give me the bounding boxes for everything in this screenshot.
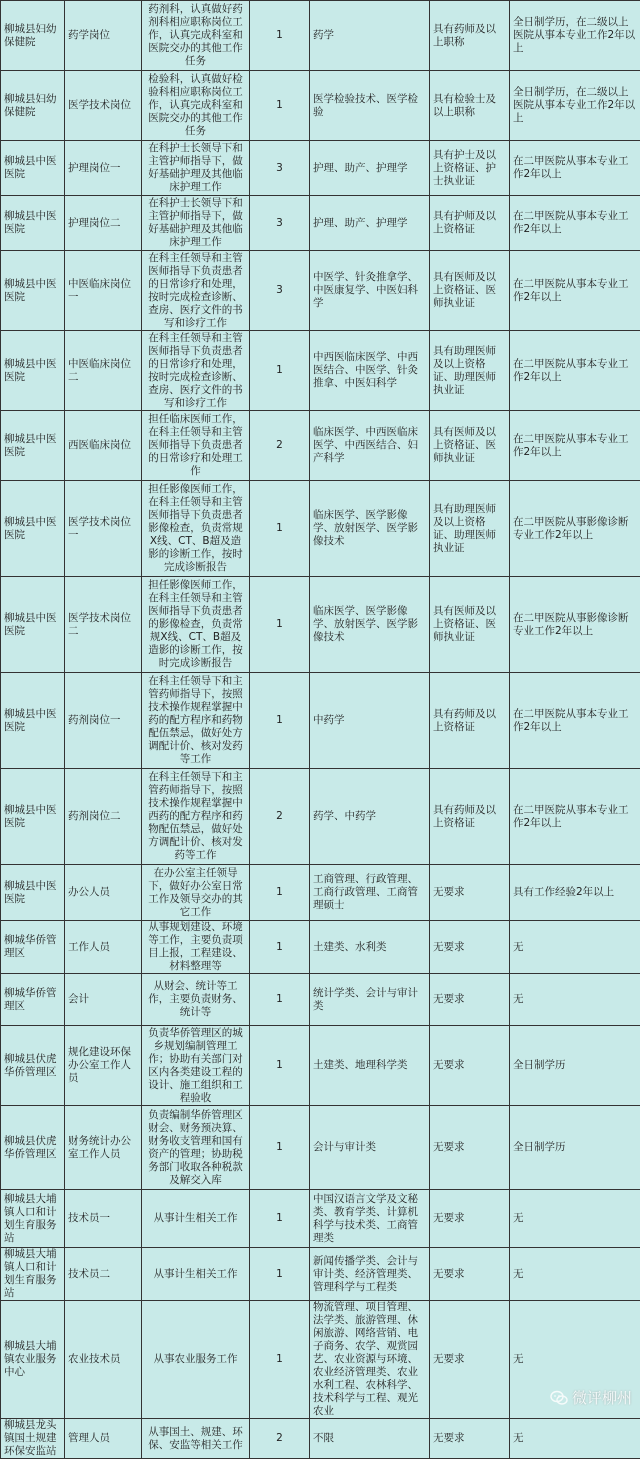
cell-other: 全日制学历: [510, 1026, 640, 1106]
cell-other: 在二甲医院从事本专业工作2年以上: [510, 141, 640, 196]
cell-major: 中国汉语言文学及文秘类、教育学类、计算机科学与技术类、工商管理类: [310, 1190, 430, 1248]
cell-major: 中西医临床医学、中西医结合、中医学、针灸推拿、中医妇科学: [310, 331, 430, 411]
table-row: [1, 1106, 640, 1190]
cell-major: 工商管理、行政管理、工商行政管理、工商管理硕士: [310, 865, 430, 921]
cell-duty: 负责编制华侨管理区财会、财务预决算、财务收支管理和国有资产的管理；协助税务部门收取各种税款及解交入库: [142, 1106, 250, 1190]
cell-other: 全日制学历，在二级以上医院从事本专业工作2年以上: [510, 71, 640, 141]
cell-qual: 无要求: [430, 1106, 510, 1190]
cell-duty: 负责华侨管理区的城乡规划编制管理工作；协助有关部门对区内各类建设工程的设计、施工组织和工程验收: [142, 1026, 250, 1106]
cell-unit: 柳城县伏虎华侨管理区: [1, 1026, 65, 1106]
cell-unit: 柳城县中医医院: [1, 331, 65, 411]
cell-qual: 具有护士及以上资格证、护士执业证: [430, 141, 510, 196]
watermark-text: 微评柳州: [572, 1387, 632, 1408]
cell-duty: 在科主任领导下和主管药师指导下，按照技术操作规程掌握中西药的配方程序和药物配伍禁忌，做好处方调配计价、核对发药等工作: [142, 769, 250, 865]
cell-unit: 柳城县大埔镇农业服务中心: [1, 1301, 65, 1419]
table-row: [1, 71, 640, 141]
cell-other: 在二甲医院从事本专业工作2年以上: [510, 196, 640, 251]
cell-qual: 具有医师及以上资格证、医师执业证: [430, 411, 510, 481]
table-row: [1, 1248, 640, 1301]
cell-qual: 无要求: [430, 865, 510, 921]
cell-num: 1: [250, 1106, 310, 1190]
cell-duty: 在科主任领导下和主管药师指导下，按照技术操作规程掌握中药的配方程序和药物配伍禁忌，做好处方调配计价、核对发药等工作: [142, 673, 250, 769]
cell-qual: 无要求: [430, 921, 510, 974]
cell-post: 医学技术岗位一: [65, 481, 142, 577]
cell-num: 2: [250, 769, 310, 865]
watermark: [550, 1387, 632, 1408]
cell-major: 土建类、水利类: [310, 921, 430, 974]
cell-duty: 从事计生相关工作: [142, 1248, 250, 1301]
cell-other: 无: [510, 1190, 640, 1248]
cell-other: 具有工作经验2年以上: [510, 865, 640, 921]
cell-num: 1: [250, 673, 310, 769]
table-row: [1, 1190, 640, 1248]
cell-unit: 柳城县中医医院: [1, 673, 65, 769]
cell-duty: 在科主任领导和主管医师指导下负责患者的日常诊疗和处理，按时完成检查诊断、查房、医疗文件的书写和诊疗工作: [142, 251, 250, 331]
cell-duty: 担任影像医师工作，在科主任领导和主管医师指导下负责患者的影像检查，负责常规X线、CT、B超及造影的诊断工作，按时完成诊断报告: [142, 577, 250, 673]
cell-other: 在二甲医院从事本专业工作2年以上: [510, 331, 640, 411]
cell-unit: 柳城县伏虎华侨管理区: [1, 1106, 65, 1190]
table-row: [1, 673, 640, 769]
cell-duty: 从事国土、规建、环保、安监等相关工作: [142, 1419, 250, 1459]
cell-num: 1: [250, 1026, 310, 1106]
cell-major: 中医学、针灸推拿学、中医康复学、中医妇科学: [310, 251, 430, 331]
cell-num: 1: [250, 865, 310, 921]
cell-duty: 担任临床医师工作，在科主任领导和主管医师指导下负责患者的日常诊疗和处理工作: [142, 411, 250, 481]
cell-qual: 具有医师及以上资格证、医师执业证: [430, 577, 510, 673]
cell-unit: 柳城县中医医院: [1, 865, 65, 921]
cell-major: 不限: [310, 1419, 430, 1459]
table-row: [1, 1419, 640, 1459]
cell-num: 2: [250, 411, 310, 481]
cell-other: 在二甲医院从事本专业工作2年以上: [510, 673, 640, 769]
cell-post: 西医临床岗位: [65, 411, 142, 481]
cell-unit: 柳城县妇幼保健院: [1, 1, 65, 71]
table-row: [1, 974, 640, 1026]
table-row: [1, 577, 640, 673]
table-row: [1, 196, 640, 251]
cell-major: 护理、助产、护理学: [310, 141, 430, 196]
cell-other: 在二甲医院从事影像诊断专业工作2年以上: [510, 577, 640, 673]
cell-other: 在二甲医院从事本专业工作2年以上: [510, 251, 640, 331]
cell-num: 1: [250, 1301, 310, 1419]
cell-other: 无: [510, 1301, 640, 1419]
wechat-icon: [550, 1390, 568, 1406]
table-row: [1, 411, 640, 481]
cell-qual: 无要求: [430, 1301, 510, 1419]
cell-num: 3: [250, 251, 310, 331]
cell-post: 中医临床岗位二: [65, 331, 142, 411]
table-row: [1, 141, 640, 196]
cell-unit: 柳城华侨管理区: [1, 974, 65, 1026]
cell-other: 无: [510, 1419, 640, 1459]
cell-unit: 柳城县大埔镇人口和计划生育服务站: [1, 1248, 65, 1301]
cell-num: 3: [250, 141, 310, 196]
cell-qual: 无要求: [430, 974, 510, 1026]
cell-post: 会计: [65, 974, 142, 1026]
cell-major: 护理、助产、护理学: [310, 196, 430, 251]
cell-other: 在二甲医院从事本专业工作2年以上: [510, 411, 640, 481]
cell-qual: 无要求: [430, 1248, 510, 1301]
cell-post: 中医临床岗位一: [65, 251, 142, 331]
cell-unit: 柳城县中医医院: [1, 481, 65, 577]
cell-major: 中药学: [310, 673, 430, 769]
cell-post: 农业技术员: [65, 1301, 142, 1419]
cell-post: 管理人员: [65, 1419, 142, 1459]
cell-major: 临床医学、中西医临床医学、中西医结合、妇产科学: [310, 411, 430, 481]
cell-other: 在二甲医院从事本专业工作2年以上: [510, 769, 640, 865]
cell-unit: 柳城县妇幼保健院: [1, 71, 65, 141]
cell-qual: 具有药师及以上资格证: [430, 673, 510, 769]
cell-qual: 具有药师及以上资格证: [430, 769, 510, 865]
cell-unit: 柳城县中医医院: [1, 769, 65, 865]
cell-num: 1: [250, 331, 310, 411]
cell-unit: 柳城县中医医院: [1, 577, 65, 673]
cell-other: 无: [510, 921, 640, 974]
cell-other: 无: [510, 1248, 640, 1301]
cell-num: 1: [250, 71, 310, 141]
cell-other: 全日制学历，在二级以上医院从事本专业工作2年以上: [510, 1, 640, 71]
cell-duty: 担任影像医师工作，在科主任领导和主管医师指导下负责患者影像检查，负责常规X线、CT、B超及造影的诊断工作，按时完成诊断报告: [142, 481, 250, 577]
cell-other: 在二甲医院从事影像诊断专业工作2年以上: [510, 481, 640, 577]
table-row: [1, 921, 640, 974]
cell-unit: 柳城县中医医院: [1, 196, 65, 251]
cell-major: 物流管理、项目管理、法学类、旅游管理、休闲旅游、网络营销、电子商务、农学、观赏园艺、农业资源与环境、农业经济管理类、农业水利工程、农林科学、技术科学与工程、观光农业: [310, 1301, 430, 1419]
cell-unit: 柳城县中医医院: [1, 251, 65, 331]
cell-qual: 具有护师及以上资格证: [430, 196, 510, 251]
cell-qual: 具有助理医师及以上资格证、助理医师执业证: [430, 481, 510, 577]
cell-num: 2: [250, 1419, 310, 1459]
cell-post: 护理岗位一: [65, 141, 142, 196]
cell-duty: 在办公室主任领导下，做好办公室日常工作及领导交办的其它工作: [142, 865, 250, 921]
cell-post: 技术员二: [65, 1248, 142, 1301]
cell-duty: 检验科，认真做好检验科相应职称岗位工作，认真完成科室和医院交办的其他工作任务: [142, 71, 250, 141]
cell-unit: 柳城县中医医院: [1, 411, 65, 481]
cell-post: 技术员一: [65, 1190, 142, 1248]
cell-post: 财务统计办公室工作人员: [65, 1106, 142, 1190]
table-row: [1, 331, 640, 411]
cell-post: 药剂岗位一: [65, 673, 142, 769]
table-row: [1, 481, 640, 577]
cell-duty: 从事农业服务工作: [142, 1301, 250, 1419]
cell-duty: 在科护士长领导下和主管护师指导下，做好基础护理及其他临床护理工作: [142, 196, 250, 251]
table-row: [1, 769, 640, 865]
cell-post: 药剂岗位二: [65, 769, 142, 865]
cell-num: 3: [250, 196, 310, 251]
cell-major: 药学: [310, 1, 430, 71]
cell-num: 1: [250, 921, 310, 974]
cell-num: 1: [250, 1, 310, 71]
table-row: [1, 251, 640, 331]
cell-unit: 柳城县中医医院: [1, 141, 65, 196]
cell-num: 1: [250, 1248, 310, 1301]
cell-qual: 具有检验士及以上职称: [430, 71, 510, 141]
cell-num: 1: [250, 974, 310, 1026]
cell-post: 工作人员: [65, 921, 142, 974]
cell-major: 新闻传播学类、会计与审计类、经济管理类、管理科学与工程类: [310, 1248, 430, 1301]
table-row: [1, 865, 640, 921]
cell-major: 临床医学、医学影像学、放射医学、医学影像技术: [310, 481, 430, 577]
cell-major: 会计与审计类: [310, 1106, 430, 1190]
cell-major: 医学检验技术、医学检验: [310, 71, 430, 141]
cell-post: 规化建设环保办公室工作人员: [65, 1026, 142, 1106]
cell-qual: 无要求: [430, 1190, 510, 1248]
cell-major: 临床医学、医学影像学、放射医学、医学影像技术: [310, 577, 430, 673]
cell-duty: 从事计生相关工作: [142, 1190, 250, 1248]
cell-other: 无: [510, 974, 640, 1026]
cell-post: 医学技术岗位: [65, 71, 142, 141]
cell-post: 护理岗位二: [65, 196, 142, 251]
cell-major: 统计学类、会计与审计类: [310, 974, 430, 1026]
cell-qual: 具有药师及以上职称: [430, 1, 510, 71]
cell-major: 药学、中药学: [310, 769, 430, 865]
table-row: [1, 1026, 640, 1106]
cell-duty: 在科主任领导和主管医师指导下负责患者的日常诊疗和处理，按时完成检查诊断、查房、医疗文件的书写和诊疗工作: [142, 331, 250, 411]
cell-qual: 无要求: [430, 1419, 510, 1459]
table-row: [1, 1301, 640, 1419]
cell-qual: 具有助理医师及以上资格证、助理医师执业证: [430, 331, 510, 411]
cell-num: 1: [250, 481, 310, 577]
cell-duty: 药剂科，认真做好药剂科相应职称岗位工作，认真完成科室和医院交办的其他工作任务: [142, 1, 250, 71]
cell-unit: 柳城县大埔镇人口和计划生育服务站: [1, 1190, 65, 1248]
cell-other: 全日制学历: [510, 1106, 640, 1190]
cell-post: 办公人员: [65, 865, 142, 921]
cell-qual: 无要求: [430, 1026, 510, 1106]
cell-duty: 从事规划建设、环境等工作，主要负责项目上报，工程建设、材料整理等: [142, 921, 250, 974]
table-row: [1, 1, 640, 71]
cell-unit: 柳城华侨管理区: [1, 921, 65, 974]
cell-duty: 在科护士长领导下和主管护师指导下，做好基础护理及其他临床护理工作: [142, 141, 250, 196]
cell-num: 1: [250, 577, 310, 673]
cell-post: 药学岗位: [65, 1, 142, 71]
cell-num: 1: [250, 1190, 310, 1248]
cell-post: 医学技术岗位二: [65, 577, 142, 673]
cell-major: 土建类、地理科学类: [310, 1026, 430, 1106]
cell-unit: 柳城县龙头镇国土规建环保安监站: [1, 1419, 65, 1459]
cell-duty: 从财会、统计等工作，主要负责财务、统计等: [142, 974, 250, 1026]
cell-qual: 具有医师及以上资格证、医师执业证: [430, 251, 510, 331]
